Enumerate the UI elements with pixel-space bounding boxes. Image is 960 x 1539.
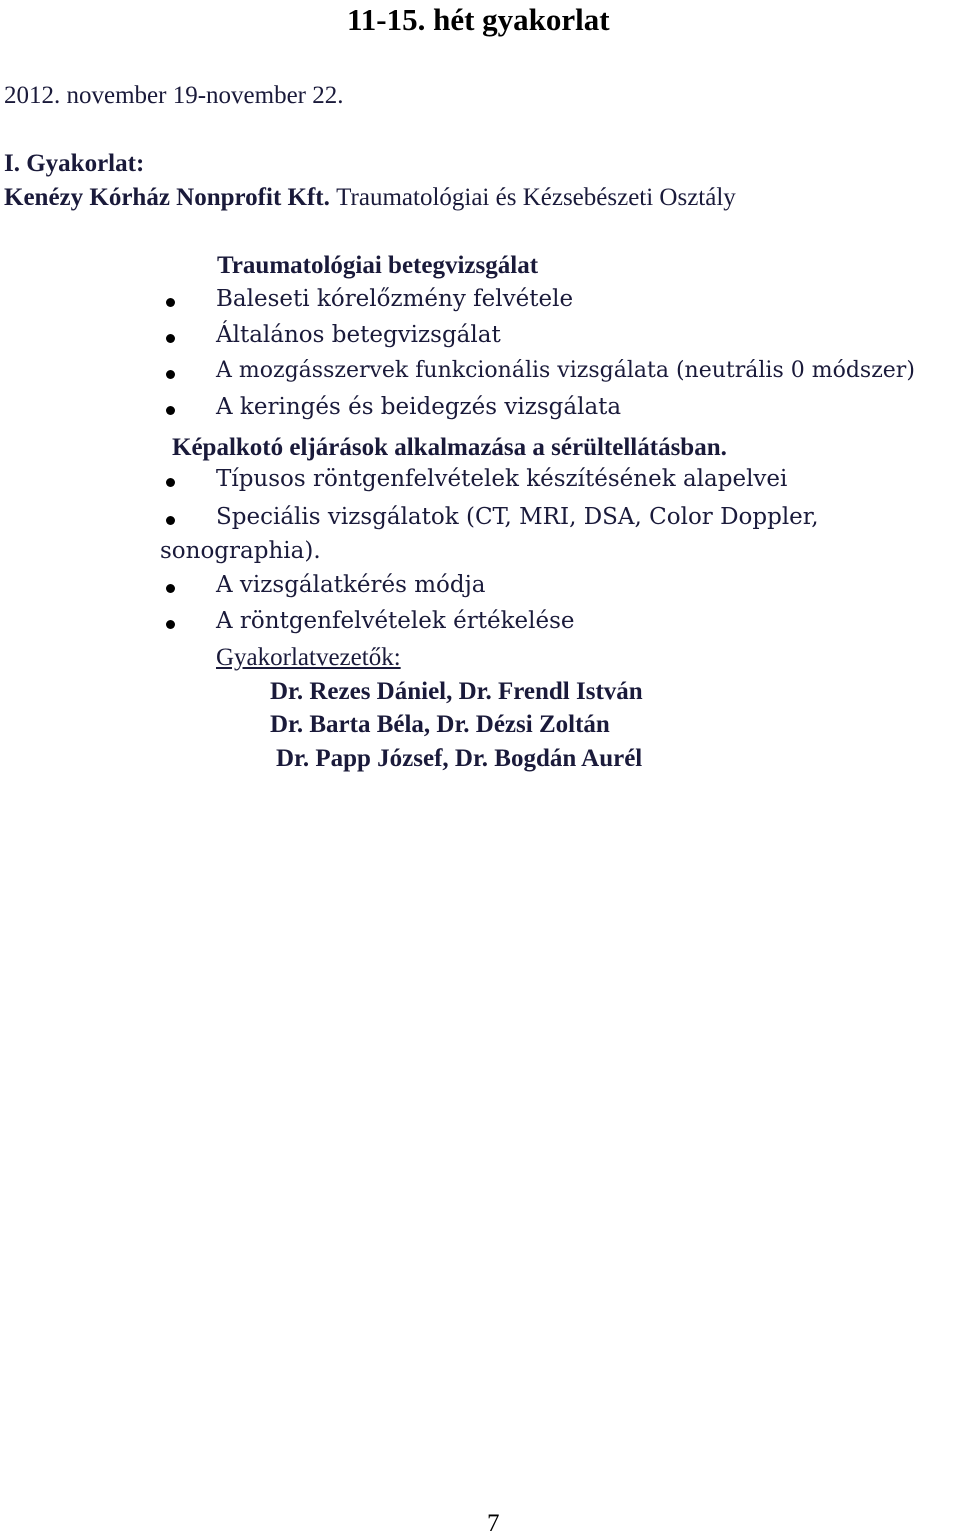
section1-heading: Traumatológiai betegvizsgálat — [217, 252, 539, 279]
bullet-icon — [166, 370, 175, 379]
list-item: Baleseti kórelőzmény felvétele — [216, 286, 574, 312]
bullet-icon — [166, 406, 175, 415]
section2-heading: Képalkotó eljárások alkalmazása a sérültellátásban. — [172, 434, 727, 461]
bullet-icon — [166, 298, 175, 307]
bullet-icon — [166, 334, 175, 343]
practice-label: I. Gyakorlat: — [4, 150, 145, 177]
page-number: 7 — [487, 1510, 500, 1537]
institution-name: Kenézy Kórház Nonprofit Kft. — [4, 184, 330, 211]
list-item-continuation: sonographia). — [160, 538, 321, 564]
list-item: A vizsgálatkérés módja — [216, 572, 486, 598]
list-item: Speciális vizsgálatok (CT, MRI, DSA, Color Doppler, — [216, 504, 819, 530]
date-range: 2012. november 19-november 22. — [4, 82, 344, 109]
leader-line: Dr. Papp József, Dr. Bogdán Aurél — [276, 745, 643, 772]
institution-line — [4, 184, 736, 212]
list-item: A mozgásszervek funkcionális vizsgálata (neutrális 0 módszer) — [216, 358, 915, 383]
page-title: 11-15. hét gyakorlat — [347, 2, 610, 37]
list-item: Típusos röntgenfelvételek készítésének alapelvei — [216, 466, 788, 492]
list-item: A keringés és beidegzés vizsgálata — [216, 394, 622, 420]
leader-line: Dr. Rezes Dániel, Dr. Frendl István — [270, 678, 643, 705]
bullet-icon — [166, 584, 175, 593]
list-item: Általános betegvizsgálat — [216, 322, 501, 348]
list-item: A röntgenfelvételek értékelése — [216, 608, 575, 634]
department-name: Traumatológiai és Kézsebészeti Osztály — [336, 184, 736, 211]
bullet-icon — [166, 478, 175, 487]
bullet-icon — [166, 516, 175, 525]
bullet-icon — [166, 620, 175, 629]
leaders-label: Gyakorlatvezetők: — [216, 644, 401, 671]
leader-line: Dr. Barta Béla, Dr. Dézsi Zoltán — [270, 711, 610, 738]
